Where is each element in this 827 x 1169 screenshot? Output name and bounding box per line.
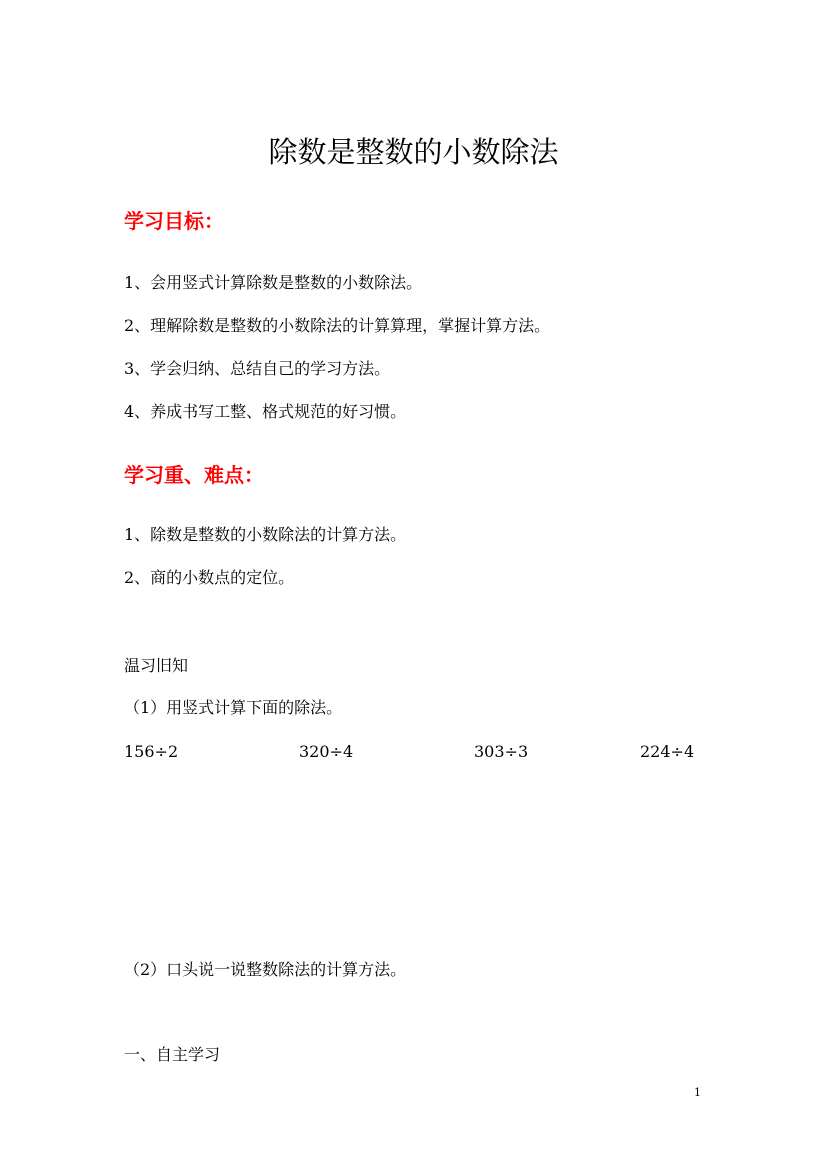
- exercise-4: 224÷4: [640, 742, 695, 761]
- exercise-2: 320÷4: [299, 742, 354, 761]
- goals-heading: 学习目标：: [124, 209, 224, 233]
- goal-item-1: 1、会用竖式计算除数是整数的小数除法。: [124, 273, 423, 292]
- page-title: 除数是整数的小数除法: [268, 135, 559, 169]
- review-task-2: （2）口头说一说整数除法的计算方法。: [124, 960, 407, 979]
- exercise-3: 303÷3: [474, 742, 529, 761]
- review-task-1: （1）用竖式计算下面的除法。: [124, 698, 343, 717]
- exercise-1: 156÷2: [124, 742, 179, 761]
- key-point-item-1: 1、除数是整数的小数除法的计算方法。: [124, 525, 407, 544]
- goal-item-4: 4、养成书写工整、格式规范的好习惯。: [124, 402, 407, 421]
- key-points-heading: 学习重、难点：: [124, 463, 264, 487]
- goal-item-2: 2、理解除数是整数的小数除法的计算算理，掌握计算方法。: [124, 316, 551, 335]
- page-number: 1: [694, 1086, 701, 1099]
- key-point-item-2: 2、商的小数点的定位。: [124, 568, 295, 587]
- section-self-study: 一、自主学习: [124, 1045, 221, 1064]
- review-heading: 温习旧知: [124, 656, 189, 675]
- goal-item-3: 3、学会归纳、总结自己的学习方法。: [124, 359, 391, 378]
